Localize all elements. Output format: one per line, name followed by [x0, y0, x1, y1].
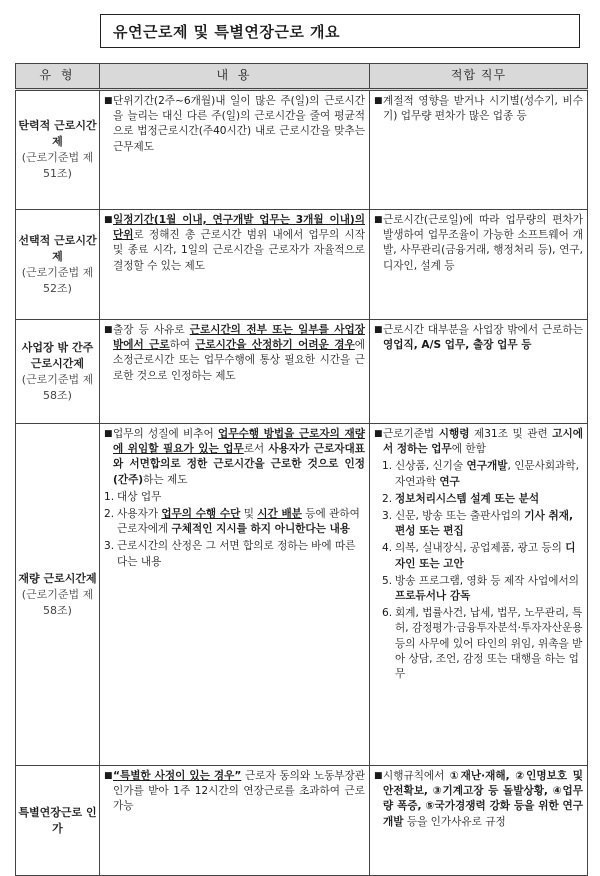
list-item-text: 의복, 실내장식, 공업제품, 광고 등의 [395, 542, 566, 555]
list-item-bold-text: 프로듀서나 감독 [395, 590, 471, 603]
type-name: 재량 근로시간제 [18, 571, 97, 585]
jobs-text: 근로시간 대부분을 사업장 밖에서 근로하는 [383, 324, 583, 336]
list-item-text: 등에 관하여 근로자에게 [117, 508, 360, 536]
row-jobs-cell [370, 90, 588, 210]
jobs-text: 계절적 영향을 받거나 시기별(성수기, 비수기) 업무량 편차가 많은 업종 등 [383, 95, 583, 123]
content-bold-text: 근로시간을 산정하기 어려운 경우 [195, 339, 355, 352]
jobs-text: 근로시간(근로일)에 따라 업무량의 편차가 발생하여 업무조율이 가능한 소프트웨어 개발, 사무관리(금융거래, 행정처리 등), 연구, 디자인, 설계 등 [383, 214, 583, 272]
job-item-list [374, 459, 583, 682]
list-item-number: 5. [382, 574, 393, 587]
list-item-bold-text: 디자인 또는 고안 [395, 542, 576, 570]
content-text: 하여 [169, 339, 196, 352]
row-jobs-cell [370, 424, 588, 766]
bullet-icon: ■ [104, 215, 113, 225]
jobs-bold-text: 시행령 [438, 428, 470, 440]
bullet-icon: ■ [104, 771, 113, 781]
content-text: 에 소정근로시간 또는 업무수행에 통상 필요한 시간을 근로한 것으로 인정하는 제도 [113, 339, 366, 382]
table-row [16, 90, 588, 210]
type-name: 선택적 근로시간제 [18, 233, 97, 263]
table-header-row [16, 64, 588, 90]
list-item-number: 2. [104, 508, 115, 521]
content-bold-text: 사용자가 근로자대표와 서면합의로 정한 근로시간을 근로한 것으로 인정(간주) [113, 443, 366, 486]
list-item-bold-text: 정보처리시스템 설계 또는 분석 [395, 492, 540, 505]
list-item [382, 509, 583, 539]
list-item [382, 492, 583, 507]
row-jobs-cell [370, 320, 588, 424]
list-item-bold-text: 연구 [439, 475, 460, 488]
content-item-list [104, 490, 365, 570]
jobs-bold-text: ①재난·재해, ②인명보호 및 안전확보, ③기계고장 등 돌발상황, ④업무량 폭증, ⑤국가경쟁력 강화 등을 위한 연구개발 [383, 770, 583, 828]
table-row [16, 320, 588, 424]
jobs-bold-text: 고시에서 정하는 업무 [383, 428, 583, 456]
content-text: 로 정해진 총 근로시간 범위 내에서 업무의 시작 및 종료 시각, 1일의 근로시간을 근로자가 자율적으로 결정할 수 있는 제도 [113, 229, 365, 272]
type-law: (근로기준법 제52조) [21, 265, 94, 295]
content-bold-text: “특별한 사정이 있는 경우” [113, 770, 242, 782]
list-item-text: 대상 업무 [117, 490, 162, 503]
jobs-text: 시행규칙에서 [383, 770, 450, 782]
table-row [16, 766, 588, 876]
list-item-text: 및 [240, 508, 258, 521]
list-item [104, 539, 365, 569]
list-item-number: 3. [104, 540, 115, 553]
bullet-icon: ■ [374, 215, 383, 225]
list-item-text: , 인문사회과학, 자연과학 [395, 460, 579, 488]
jobs-text: 등을 인가사유로 규정 [403, 815, 506, 828]
header-type: 유 형 [16, 64, 100, 90]
content-text: 업무의 성질에 비추어 [113, 428, 219, 440]
header-content: 내 용 [100, 64, 370, 90]
row-content-cell [100, 210, 370, 320]
type-law: (근로기준법 제58조) [21, 587, 94, 617]
row-type-cell [16, 210, 100, 320]
type-law: (근로기준법 제51조) [21, 151, 94, 180]
type-name: 탄력적 근로시간제 [18, 119, 97, 148]
list-item-text: 신상품, 신기술 [395, 460, 467, 473]
jobs-bold-text: 영업직, A/S 업무, 출장 업무 등 [383, 339, 532, 352]
list-item-bold-text: 기사 취재, 편성 또는 편집 [395, 510, 574, 538]
list-item-bold-text: 연구개발 [466, 460, 508, 473]
list-item-text: 신문, 방송 또는 출판사업의 [395, 510, 525, 523]
jobs-text: 근로기준법 [383, 428, 439, 440]
list-item [382, 541, 583, 571]
list-item-number: 6. [382, 607, 393, 620]
content-text: 단위기간(2주~6개월)내 일이 많은 주(일)의 근로시간을 늘리는 대신 다른 주(일)의 근로시간을 줄여 평균적으로 법정근로시간(주40시간) 내로 근로시간을 맞추는 근무제도 [113, 95, 365, 153]
list-item-bold-text: 시간 배분 [257, 508, 302, 521]
bullet-icon: ■ [374, 429, 383, 439]
page-title: 유연근로제 및 특별연장근로 개요 [100, 14, 580, 48]
row-content-cell [100, 90, 370, 210]
content-text: 하는 제도 [143, 473, 188, 486]
list-item-text: 방송 프로그램, 영화 등 제작 사업에서의 [395, 574, 579, 587]
list-item [104, 490, 365, 505]
row-jobs-cell [370, 210, 588, 320]
list-item-text: 사용자가 [117, 508, 162, 521]
list-item [382, 606, 583, 682]
list-item-bold-text: 구체적인 지시를 하지 아니한다는 내용 [171, 523, 351, 536]
list-item-bold-text: 업무의 수행 수단 [161, 508, 241, 521]
type-law: (근로기준법 제58조) [21, 372, 94, 402]
bullet-icon: ■ [374, 325, 383, 335]
list-item-number: 1. [382, 460, 393, 473]
list-item [104, 507, 365, 537]
list-item [382, 459, 583, 489]
content-text: 로서 [243, 443, 269, 456]
list-item-number: 2. [382, 492, 393, 505]
bullet-icon: ■ [374, 96, 383, 106]
content-text: 근로자 동의와 노동부장관 인가를 받아 1주 12시간의 연장근로를 초과하여 근로 가능 [113, 770, 365, 813]
row-type-cell [16, 766, 100, 876]
row-type-cell [16, 424, 100, 766]
bullet-icon: ■ [374, 771, 383, 781]
list-item [382, 574, 583, 604]
row-type-cell [16, 320, 100, 424]
row-type-cell [16, 90, 100, 210]
content-bold-text: 근로시간의 전부 또는 일부를 사업장 밖에서 근로 [113, 324, 365, 352]
list-item-number: 1. [104, 490, 115, 503]
overview-table [15, 63, 588, 876]
row-jobs-cell [370, 766, 588, 876]
list-item-number: 4. [382, 542, 393, 555]
table-row [16, 210, 588, 320]
content-bold-text: 일정기간(1월 이내, 연구개발 업무는 3개월 이내)의 단위 [113, 214, 365, 242]
content-text: 출장 등 사유로 [113, 324, 190, 336]
jobs-text: 제31조 및 관련 [469, 428, 553, 440]
row-content-cell [100, 320, 370, 424]
header-jobs: 적합 직무 [370, 64, 588, 90]
list-item-text: 근로시간의 산정은 그 서면 합의로 정하는 바에 따른다는 내용 [117, 540, 356, 568]
bullet-icon: ■ [104, 429, 113, 439]
row-content-cell [100, 766, 370, 876]
table-row [16, 424, 588, 766]
content-bold-text: 업무수행 방법을 근로자의 재량에 위임할 필요가 있는 업무 [113, 428, 365, 456]
type-name: 특별연장근로 인가 [18, 805, 97, 835]
bullet-icon: ■ [104, 325, 113, 335]
type-name: 사업장 밖 간주근로시간제 [21, 340, 94, 370]
jobs-text: 에 한함 [451, 443, 486, 456]
row-content-cell [100, 424, 370, 766]
list-item-number: 3. [382, 510, 393, 523]
bullet-icon: ■ [104, 96, 113, 106]
list-item-text: 회계, 법률사건, 납세, 법무, 노무관리, 특허, 감정평가·금융투자분석·투자자산운용 등의 사무에 있어 타인의 위임, 위촉을 받아 상담, 조언, 감정 또는 대행을 하는 업무 [395, 607, 583, 681]
